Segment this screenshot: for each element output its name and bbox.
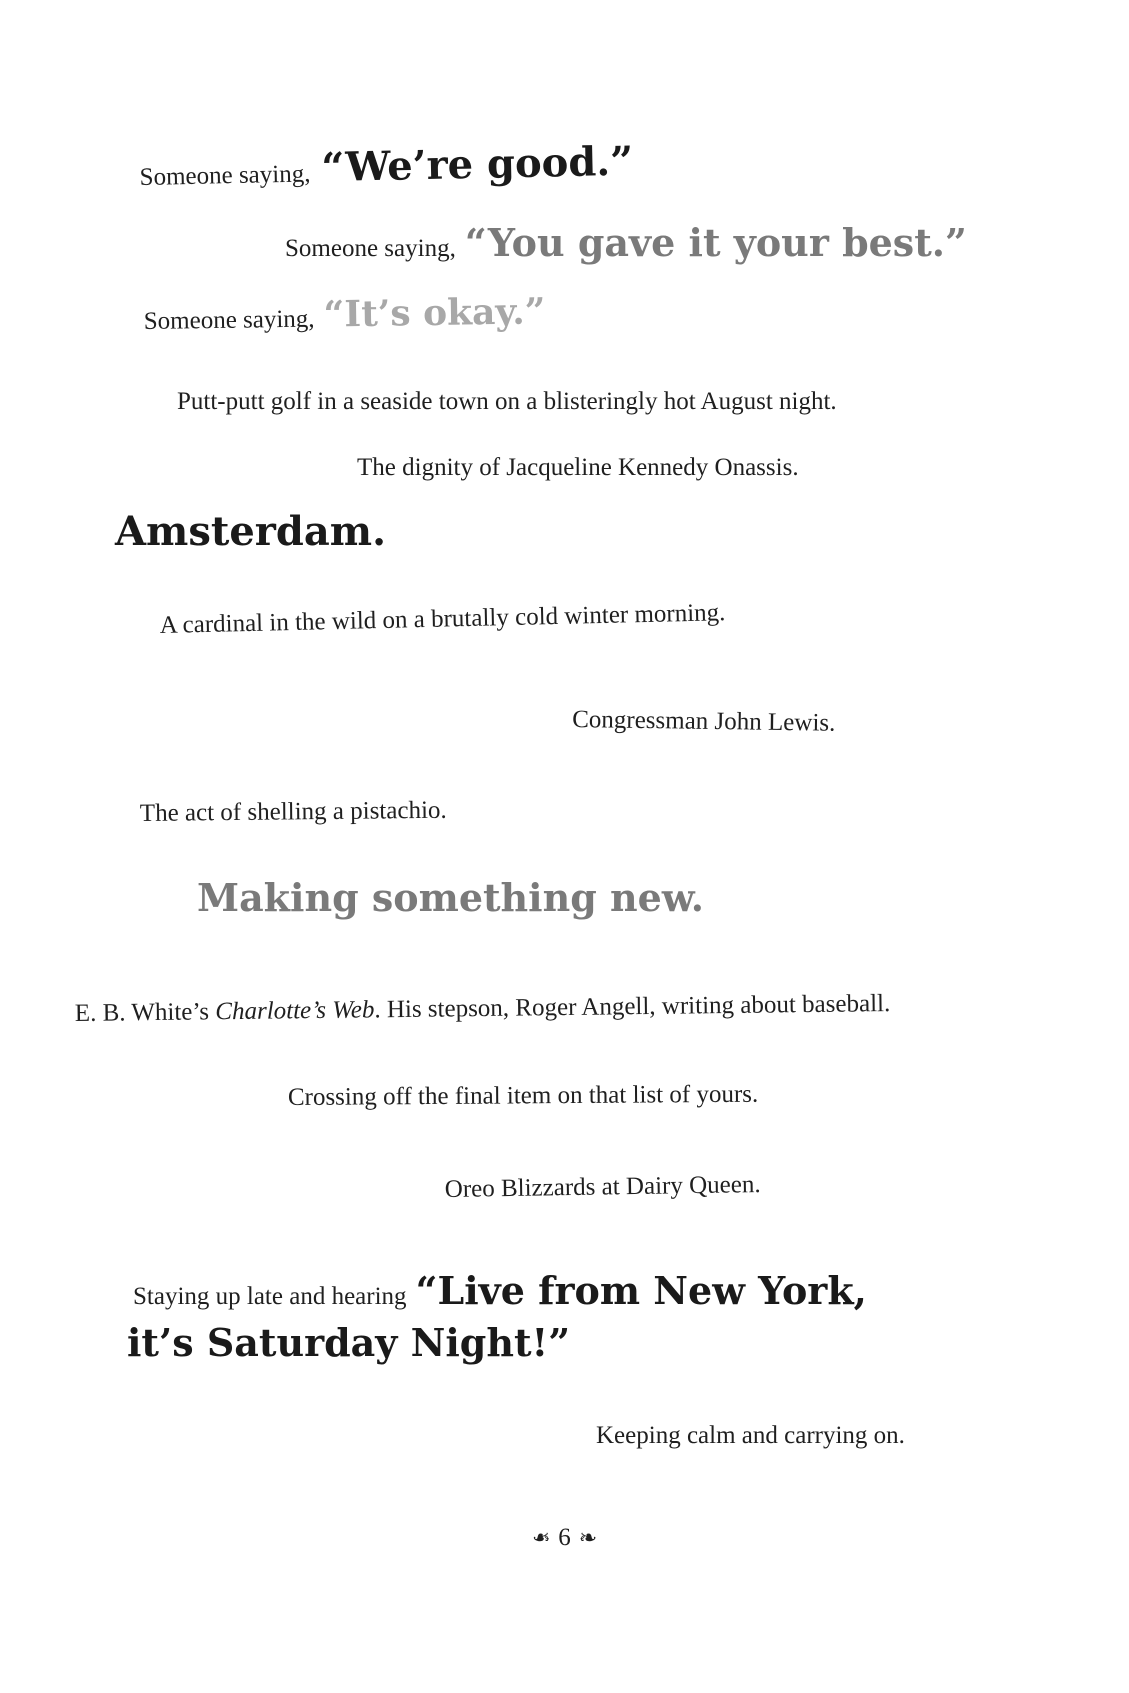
line-lead-text: Someone saying,: [139, 160, 311, 192]
line-live-from-new-york: [133, 1270, 867, 1312]
line-putt-putt-golf: Putt-putt golf in a seaside town on a blisteringly hot August night.: [177, 388, 837, 415]
text-segment: E. B. White’s: [74, 998, 216, 1027]
line-pistachio: The act of shelling a pistachio.: [139, 796, 447, 827]
fleuron-right-icon: ❧: [578, 1525, 598, 1550]
quote-its-okay: “It’s okay.”: [323, 290, 546, 336]
line-you-gave-it-your-best: [285, 222, 967, 264]
page-folio: [0, 1524, 1129, 1552]
text-segment: . His stepson, Roger Angell, writing about baseball.: [374, 990, 891, 1024]
line-lead-text: Someone saying,: [285, 235, 456, 262]
line-lead-text: Someone saying,: [143, 305, 315, 336]
page-number: 6: [558, 1524, 571, 1551]
quote-live-from-new-york: “Live from New York,: [415, 1268, 867, 1313]
line-making-something-new: Making something new.: [197, 875, 704, 920]
line-charlottes-web: [75, 990, 891, 1027]
line-oreo-blizzards: Oreo Blizzards at Dairy Queen.: [444, 1171, 761, 1204]
line-amsterdam: Amsterdam.: [115, 508, 387, 555]
line-dignity-jackie: The dignity of Jacqueline Kennedy Onassis.: [357, 454, 799, 481]
quote-you-gave-it-your-best: “You gave it your best.”: [464, 220, 967, 265]
line-its-okay: [143, 292, 545, 337]
line-we-are-good: [139, 137, 634, 194]
line-crossing-off: Crossing off the final item on that list of yours.: [287, 1080, 759, 1111]
book-title: Charlotte’s Web: [215, 996, 375, 1026]
quote-we-are-good: “We’re good.”: [320, 137, 634, 192]
line-john-lewis: Congressman John Lewis.: [572, 706, 836, 737]
line-lead-text: Staying up late and hearing: [133, 1283, 407, 1310]
fleuron-left-icon: ❧: [531, 1525, 551, 1550]
quote-saturday-night: it’s Saturday Night!”: [127, 1320, 571, 1365]
line-keep-calm: Keeping calm and carrying on.: [596, 1422, 905, 1449]
line-cardinal: A cardinal in the wild on a brutally cold winter morning.: [159, 599, 726, 640]
